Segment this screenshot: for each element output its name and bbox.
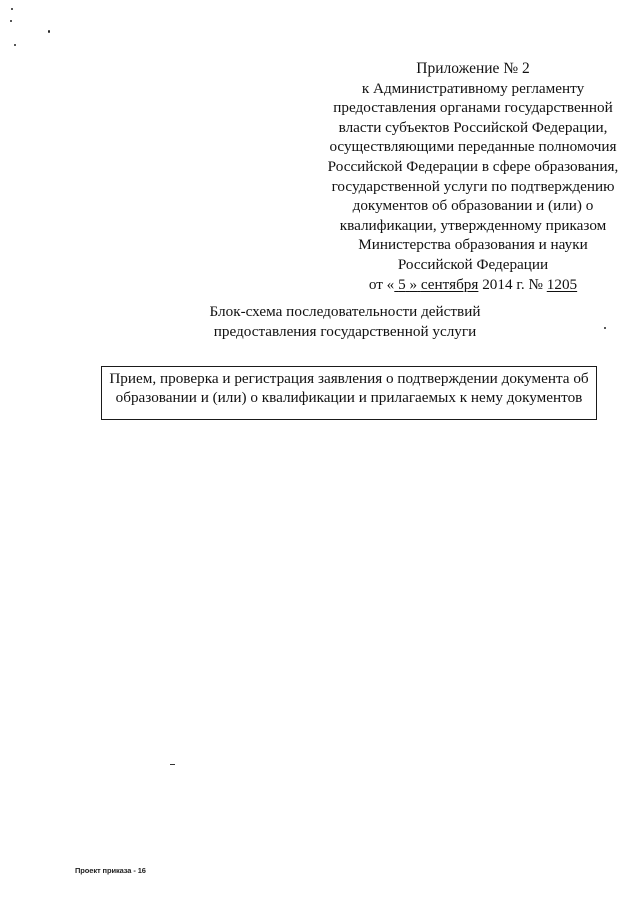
order-year: 2014 г. № [482,275,543,293]
step-text-line: Прием, проверка и регистрация заявления о подтверждении документа об [109,370,589,387]
order-reference [318,275,628,295]
order-number: 1205 [546,275,578,293]
order-day: 5 [398,275,406,293]
scan-mark [170,764,175,765]
title-line: Блок-схема последовательности действий [209,303,481,320]
appendix-line: к Административному регламенту [361,79,585,97]
appendix-line: Министерства образования и науки [358,236,588,254]
title-line: предоставления государственной услуги [213,322,477,340]
scan-speck [14,44,16,46]
order-month-sep: » сентября [409,275,479,293]
step-text-line: образовании и (или) о квалификации и прилагаемых к нему документов [115,389,583,406]
scan-speck [11,8,13,10]
scan-speck [10,20,12,22]
appendix-line: осуществляющими переданные полномочия [329,138,617,156]
flowchart-step-box [101,366,597,420]
appendix-number: Приложение № 2 [416,60,530,77]
appendix-header [318,59,628,294]
order-month: сентября [420,275,479,293]
appendix-line: квалификации, утвержденному приказом [339,216,607,234]
appendix-line: государственной услуги по подтверждению [331,177,615,195]
order-prefix: от « [368,275,395,293]
flowchart-title [150,302,540,341]
appendix-line: Российской Федерации в сфере образования, [327,157,619,175]
appendix-line: предоставления органами государственной [333,99,613,117]
appendix-line: Российской Федерации [397,255,549,273]
appendix-line: документов об образовании и (или) о [352,197,594,215]
page-footer: Проект приказа - 16 [75,866,146,875]
scan-speck [48,30,50,33]
scan-speck [604,327,606,329]
appendix-line: власти субъектов Российской Федерации, [338,118,608,136]
